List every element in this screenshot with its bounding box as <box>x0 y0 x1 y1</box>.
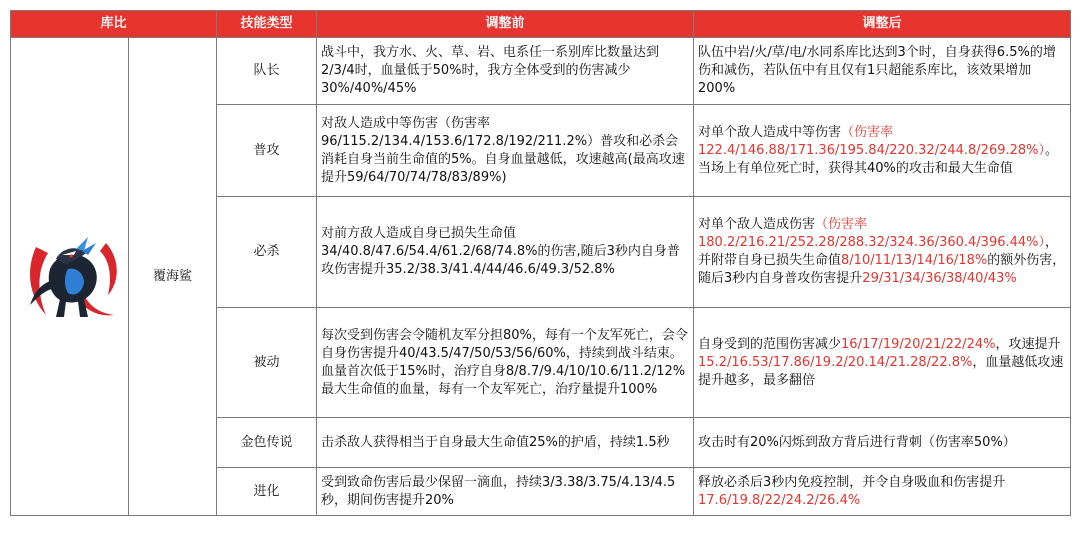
monster-name: 覆海鲨 <box>129 38 217 516</box>
after-highlight: 16/17/19/20/21/22/24% <box>841 336 996 352</box>
after-highlight: 8/10/11/13/14/16/18% <box>841 253 988 268</box>
after-cell <box>694 38 1071 105</box>
before-cell: 受到致命伤害后最少保留一滴血，持续3/3.38/3.75/4.13/4.5秒，期间伤害提升20% <box>317 468 694 516</box>
after-text: 。当场上有单位死亡时，获得其40%的攻击和最大生命值 <box>698 142 1059 176</box>
after-text: ，并附带自身已损失生命值 <box>698 235 1059 268</box>
after-text: 对单个敌人造成伤害 <box>698 217 816 232</box>
after-highlight: （伤害率180.2/216.21/252.28/288.32/324.36/360.4/396.44%） <box>698 217 1046 250</box>
header-after: 调整后 <box>694 11 1071 38</box>
after-cell <box>694 468 1071 516</box>
skill-type-cell: 金色传说 <box>217 418 317 468</box>
after-cell <box>694 418 1071 468</box>
after-highlight: 15.2/16.53/17.86/19.2/20.14/21.28/22.8% <box>698 354 973 370</box>
monster-image-cell <box>11 38 129 516</box>
before-cell: 对前方敌人造成自身已损失生命值34/40.8/47.6/54.4/61.2/68/74.8%的伤害,随后3秒内自身普攻伤害提升35.2/38.3/41.4/44/46.6/49.3/52.8% <box>317 197 694 308</box>
skill-type-cell: 被动 <box>217 308 317 418</box>
skill-type-cell: 必杀 <box>217 197 317 308</box>
header-skill-type: 技能类型 <box>217 11 317 38</box>
after-highlight: 29/31/34/36/38/40/43% <box>862 271 1017 286</box>
skill-comparison-table <box>10 10 1071 516</box>
before-cell: 击杀敌人获得相当于自身最大生命值25%的护盾，持续1.5秒 <box>317 418 694 468</box>
after-cell <box>694 308 1071 418</box>
after-text: 攻击时有20%闪烁到敌方背后进行背刺（伤害率50%） <box>698 434 1016 450</box>
before-cell: 战斗中，我方水、火、草、岩、电系任一系别库比数量达到2/3/4时，血量低于50%时，我方全体受到的伤害减少30%/40%/45% <box>317 38 694 105</box>
skill-type-cell: 队长 <box>217 38 317 105</box>
after-text: 自身受到的范围伤害减少 <box>698 336 842 352</box>
shark-creature-icon <box>16 229 124 325</box>
after-text: ，血量越低攻速提升越多，最多翻倍 <box>698 354 1064 388</box>
after-text: 对单个敌人造成中等伤害 <box>698 124 842 140</box>
before-cell: 每次受到伤害会令随机友军分担80%，每有一个友军死亡，会令自身伤害提升40/43.5/47/50/53/56/60%，持续到战斗结束。血量首次低于15%时，治疗自身8/8.7/9.4/10/10.6/11.2/12%最大生命值的血量，每有一个友军死亡，治疗量提升100% <box>317 308 694 418</box>
skill-type-cell: 普攻 <box>217 105 317 197</box>
after-highlight: （伤害率122.4/146.88/171.36/195.84/220.32/244.8/269.28%） <box>698 124 1046 158</box>
after-text: 释放必杀后3秒内免疫控制，并令自身吸血和伤害提升 <box>698 474 1006 490</box>
after-cell <box>694 105 1071 197</box>
after-text: 队伍中岩/火/草/电/水同系库比达到3个时，自身获得6.5%的增伤和减伤，若队伍中有且仅有1只超能系库比，该效果增加200% <box>698 45 1056 96</box>
skill-type-cell: 进化 <box>217 468 317 516</box>
header-row <box>11 11 1071 38</box>
before-cell: 对敌人造成中等伤害（伤害率96/115.2/134.4/153.6/172.8/192/211.2%）普攻和必杀会消耗自身当前生命值的5%。自身血量越低，攻速越高(最高攻速提升59/64/70/74/78/83/89%) <box>317 105 694 197</box>
header-before: 调整前 <box>317 11 694 38</box>
after-cell <box>694 197 1071 308</box>
after-text: 的额外伤害，随后3秒内自身普攻伤害提升 <box>698 253 1066 286</box>
table-row <box>11 38 1071 105</box>
header-roster: 库比 <box>11 11 217 38</box>
after-text: ，攻速提升 <box>995 336 1061 352</box>
after-highlight: 17.6/19.8/22/24.2/26.4% <box>698 492 861 508</box>
